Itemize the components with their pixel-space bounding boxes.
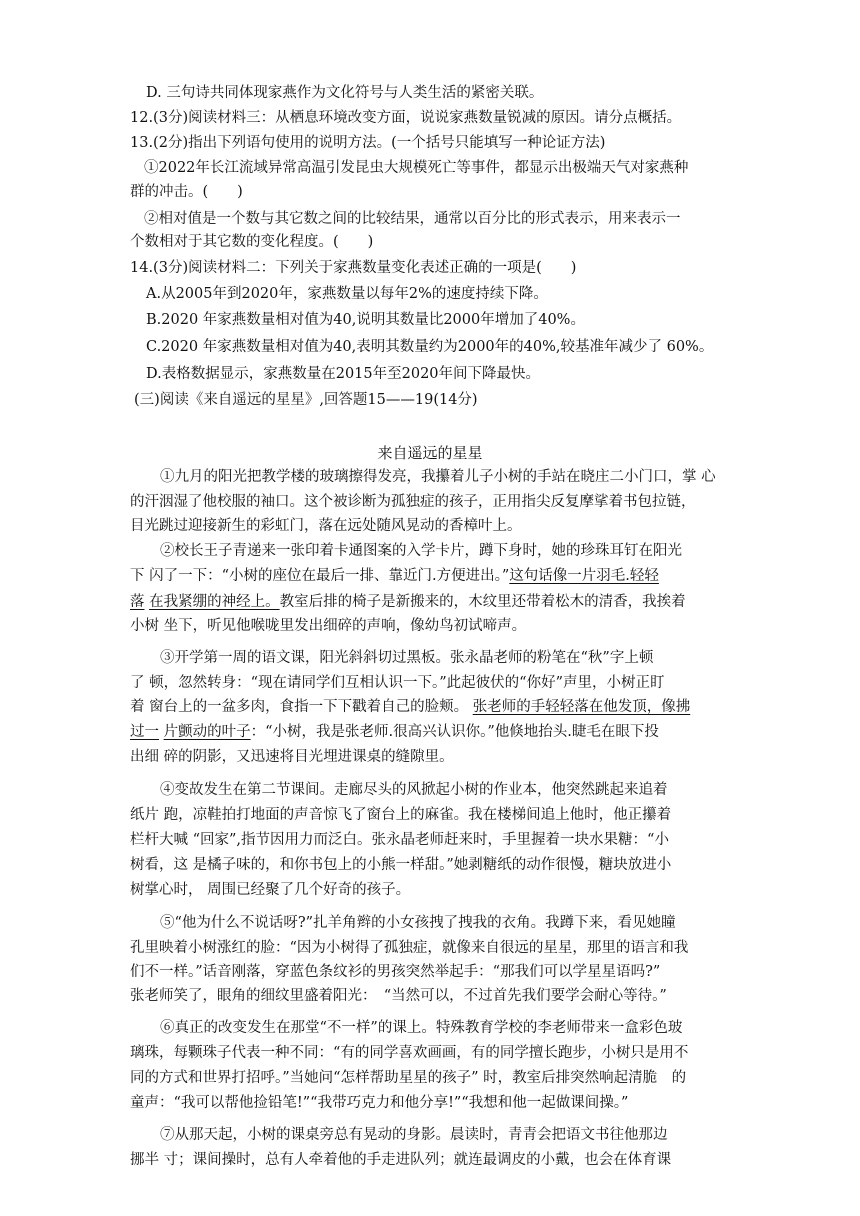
p3-line3 (130, 697, 690, 717)
p1-line3: 目光跳过迎接新生的彩虹门，落在远处随风晃动的香樟叶上。 (130, 518, 522, 534)
q14-option-a: A.从2005年到2020年，家燕数量以每年2%的速度持续下降。 (146, 286, 548, 302)
p2-line3 (130, 592, 686, 612)
p3-line1: ③开学第一周的语文课，阳光斜斜切过黑板。张永晶老师的粉笔在“秋”字上顿 (160, 650, 654, 666)
p2-line3-text: 教室后排的椅子是新搬来的，木纹里还带着松木的清香，我挨着 (279, 594, 686, 610)
q13-item1-line1: ①2022年长江流域异常高温引发昆虫大规模死亡等事件，都显示出极端天气对家燕种 (144, 160, 689, 176)
p6-line2: 璃珠，每颗珠子代表一种不同：“有的同学喜欢画画，有的同学擅长跑步，小树只是用不 (130, 1045, 689, 1061)
article-title: 来自遥远的星星 (377, 444, 483, 462)
p6-line4: 童声：“我可以帮他捡铅笔!”“我带巧克力和他分享!”“我想和他一起做课间操。” (130, 1095, 629, 1111)
section3-heading: (三)阅读《来自遥远的星星》,回答题15——19(14分) (134, 392, 478, 408)
p4-line4: 树看，这 是橘子味的，和你书包上的小熊一样甜。”她剥糖纸的动作很慢，糖块放进小 (130, 857, 672, 873)
p4-line2: 纸片 跑，凉鞋拍打地面的声音惊飞了窗台上的麻雀。我在楼梯间追上他时，他正攥着 (130, 807, 672, 823)
p3-underlined-phrase-b: 过一 (130, 724, 159, 740)
q13-item1-line2: 群的冲击。( ) (130, 184, 243, 200)
p5-line2: 孔里映着小树涨红的脸：“因为小树得了孤独症，就像来自很远的星星，那里的语言和我 (130, 940, 689, 956)
q12-question: 12.(3分)阅读材料三：从栖息环境改变方面，说说家燕数量锐减的原因。请分点概括。 (130, 110, 682, 126)
q13-question: 13.(2分)指出下列语句使用的说明方法。(一个括号只能填写一种论证方法) (130, 135, 606, 151)
p3-line4 (130, 722, 659, 742)
q14-option-b: B.2020 年家燕数量相对值为40,说明其数量比2000年增加了40%。 (146, 312, 585, 328)
p5-line1: ⑤“他为什么不说话呀?”扎羊角辫的小女孩拽了拽我的衣角。我蹲下来，看见她瞳 (160, 915, 676, 931)
p3-underlined-phrase-c: 片颤动的叶子 (163, 724, 251, 740)
p7-line2: 挪半 寸；课间操时，总有人牵着他的手走进队列；就连最调皮的小戴，也会在体育课 (130, 1152, 672, 1168)
p2-underlined-phrase-a: 这句话像一片羽毛.轻轻 (509, 568, 659, 584)
p2-underlined-phrase-b: 落 (130, 594, 145, 610)
p6-line1: ⑥真正的改变发生在那堂“不一样”的课上。特殊教育学校的李老师带来一盒彩色玻 (160, 1020, 683, 1036)
p6-line3: 同的方式和世界打招呼。”当她问“怎样帮助星星的孩子” 时，教室后排突然响起清脆 的 (130, 1070, 687, 1086)
p2-underlined-phrase-c: 在我紧绷的神经上。 (149, 594, 280, 610)
p3-line3-text: 着 窗台上的一盆多肉，食指一下下戳着自己的脸颊。 (130, 699, 473, 715)
p3-line2: 了 顿，忽然转身：“现在请同学们互相认识一下。”此起彼伏的“你好”声里，小树正盯 (130, 675, 665, 691)
p5-line3: 们不一样。”话音刚落，穿蓝色条纹衫的男孩突然举起手：“那我们可以学星星语吗?” (130, 964, 661, 980)
q14-question: 14.(3分)阅读材料二：下列关于家燕数量变化表述正确的一项是( ) (130, 260, 577, 276)
p3-line5: 出细 碎的阴影，又迅速将目光埋进课桌的缝隙里。 (130, 749, 454, 765)
p5-line4: 张老师笑了，眼角的细纹里盛着阳光： “当然可以，不过首先我们要学会耐心等待。” (130, 988, 667, 1004)
q13-item2-line1: ②相对值是一个数与其它数之间的比较结果，通常以百分比的形式表示，用来表示一 (144, 211, 681, 227)
p4-line3: 栏杆大喊 “回家”,指节因用力而泛白。张永晶老师赶来时，手里握着一块水果糖：“小 (130, 832, 669, 848)
p3-underlined-phrase-a: 张老师的手轻轻落在他发顶，像拂 (472, 699, 691, 715)
p2-line4: 小树 坐下，听见他喉咙里发出细碎的声响，像幼鸟初试啼声。 (130, 618, 527, 634)
p2-line2 (130, 566, 659, 586)
p2-line1: ②校长王子青递来一张印着卡通图案的入学卡片，蹲下身时，她的珍珠耳钉在阳光 (160, 543, 682, 559)
q11-option-d: D. 三句诗共同体现家燕作为文化符号与人类生活的紧密关联。 (146, 85, 544, 101)
p7-line1: ⑦从那天起，小树的课桌旁总有晃动的身影。晨读时，青青会把语文书往他那边 (160, 1127, 668, 1143)
q13-item2-line2: 个数相对于其它数的变化程度。( ) (130, 234, 374, 250)
q14-option-c: C.2020 年家燕数量相对值为40,表明其数量约为2000年的40%,较基准年减少了 60%。 (146, 339, 714, 355)
p3-line4-text: ：“小树，我是张老师.很高兴认识你。”他倏地抬头.睫毛在眼下投 (250, 724, 659, 740)
p1-line1: ①九月的阳光把教学楼的玻璃擦得发亮，我攥着儿子小树的手站在晓庄二小门口，掌 心 (160, 469, 716, 485)
p1-line2: 的汗洇湿了他校服的袖口。这个被诊断为孤独症的孩子，正用指尖反复摩挲着书包拉链， (130, 494, 696, 510)
p2-line2-text: 下 闪了一下：“小树的座位在最后一排、靠近门.方便进出。” (130, 568, 510, 584)
p4-line5: 树掌心时， 周围已经聚了几个好奇的孩子。 (130, 882, 411, 898)
p4-line1: ④变故发生在第二节课间。走廊尽头的风掀起小树的作业本，他突然跳起来追着 (160, 782, 668, 798)
q14-option-d: D.表格数据显示，家燕数量在2015年至2020年间下降最快。 (146, 366, 541, 382)
